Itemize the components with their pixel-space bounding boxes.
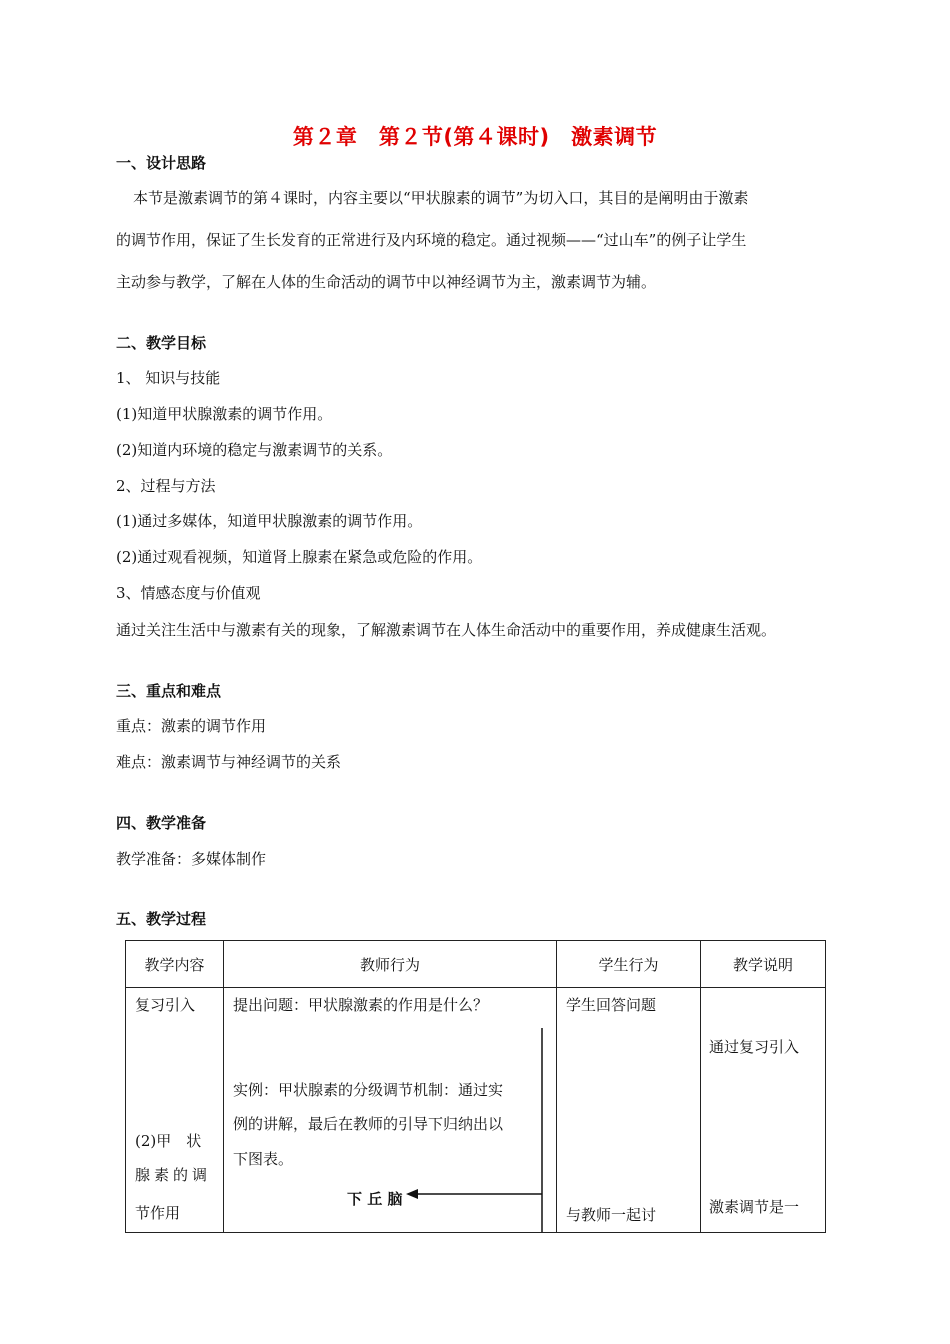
cell-text: 激素调节是一 <box>709 1198 800 1216</box>
preparation-item: 教学准备：多媒体制作 <box>116 850 267 868</box>
section-heading-key-points: 三、重点和难点 <box>116 682 222 700</box>
section-heading-design: 一、设计思路 <box>116 154 207 172</box>
teaching-process-table <box>125 940 826 1233</box>
header-teacher: 教师行为 <box>224 941 557 988</box>
feedback-arrow-diagram <box>404 1028 549 1232</box>
objective-item: (2)知道内环境的稳定与激素调节的关系。 <box>116 441 393 459</box>
section-heading-objectives: 二、教学目标 <box>116 334 207 352</box>
cell-content <box>126 988 223 1232</box>
cell-text: 提出问题：甲状腺激素的作用是什么？ <box>233 996 489 1014</box>
difficult-point: 难点：激素调节与神经调节的关系 <box>116 753 342 771</box>
objective-item: 1、 知识与技能 <box>116 369 221 387</box>
objective-item: (2)通过观看视频，知道肾上腺素在紧急或危险的作用。 <box>116 548 483 566</box>
cell-text: 节作用 <box>135 1204 181 1222</box>
cell-text: 实例：甲状腺素的分级调节机制：通过实 <box>233 1081 504 1099</box>
cell-teacher <box>224 988 556 1232</box>
objective-item: 2、过程与方法 <box>116 477 216 495</box>
objective-item: (1)通过多媒体，知道甲状腺激素的调节作用。 <box>116 512 423 530</box>
header-student: 学生行为 <box>557 941 701 988</box>
cell-text: (2)甲 状 <box>135 1132 202 1150</box>
key-point: 重点：激素的调节作用 <box>116 717 267 735</box>
cell-text: 通过复习引入 <box>709 1038 800 1056</box>
paragraph-line: 主动参与教学，了解在人体的生命活动的调节中以神经调节为主，激素调节为辅。 <box>116 273 657 291</box>
header-content: 教学内容 <box>126 941 224 988</box>
section-heading-process: 五、教学过程 <box>116 910 207 928</box>
cell-text: 例的讲解，最后在教师的引导下归纳出以 <box>233 1115 504 1133</box>
header-notes: 教学说明 <box>701 941 826 988</box>
cell-text: 与教师一起讨 <box>566 1206 657 1224</box>
cell-student <box>557 988 700 1232</box>
objective-item: (1)知道甲状腺激素的调节作用。 <box>116 405 333 423</box>
page-title: 第２章 第２节(第４课时) 激素调节 <box>292 125 658 149</box>
cell-text: 复习引入 <box>135 996 196 1014</box>
diagram-label-hypothalamus: 下 丘 脑 <box>347 1190 403 1208</box>
table-row <box>126 988 826 1233</box>
paragraph-line: 的调节作用，保证了生长发育的正常进行及内环境的稳定。通过视频——“过山车”的例子让学生 <box>116 231 747 249</box>
arrow-head-icon <box>406 1189 418 1199</box>
cell-text: 腺素的调 <box>135 1166 212 1184</box>
paragraph-line: 本节是激素调节的第４课时，内容主要以“甲状腺素的调节”为切入口，其目的是阐明由于激素 <box>133 189 749 207</box>
objective-item: 3、情感态度与价值观 <box>116 584 261 602</box>
cell-text: 下图表。 <box>233 1150 294 1168</box>
table-header-row <box>126 941 826 988</box>
section-heading-preparation: 四、教学准备 <box>116 814 207 832</box>
objective-item: 通过关注生活中与激素有关的现象，了解激素调节在人体生命活动中的重要作用，养成健康生活观。 <box>116 621 777 639</box>
cell-text: 学生回答问题 <box>566 996 657 1014</box>
cell-notes <box>701 988 825 1232</box>
